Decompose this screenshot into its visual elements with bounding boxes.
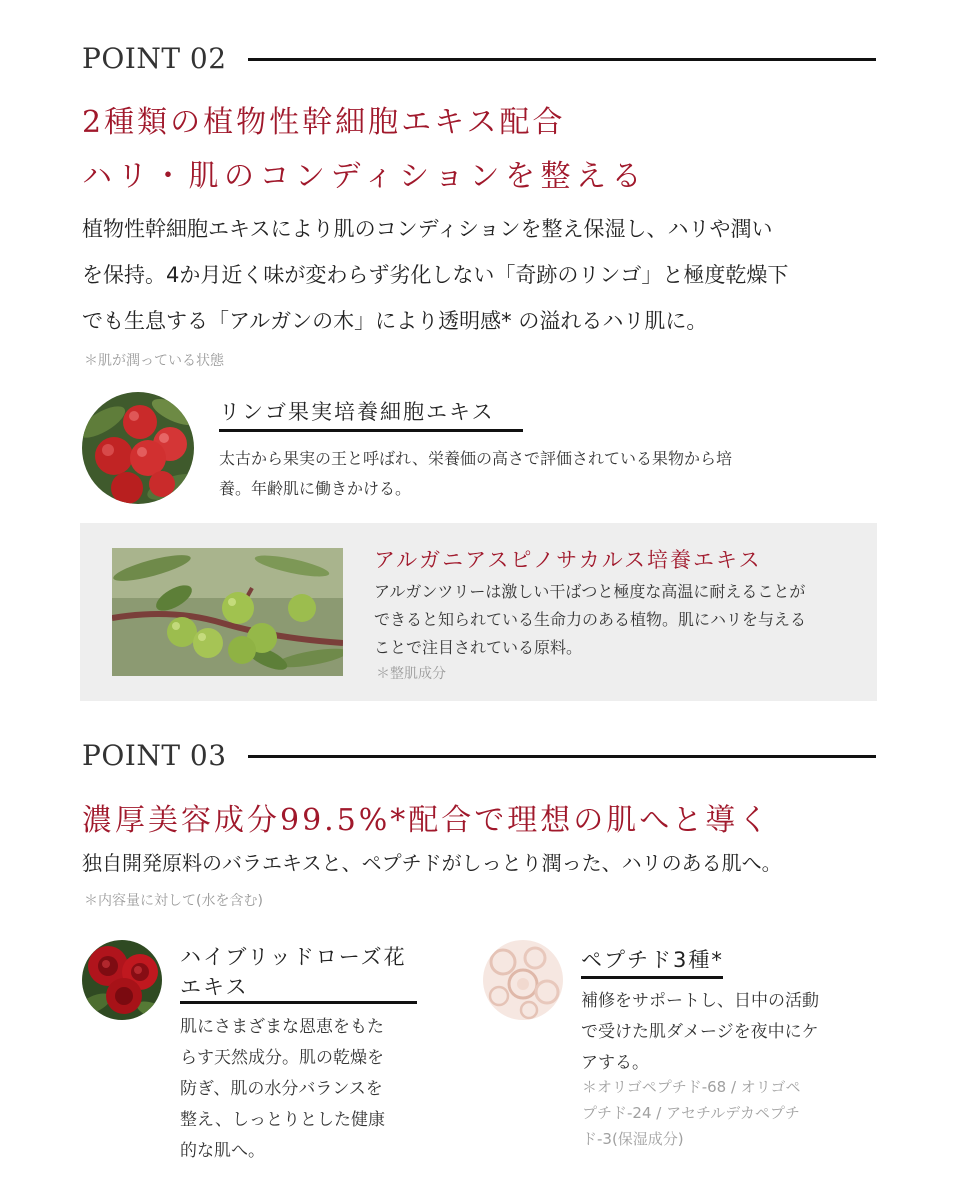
point-02-divider <box>248 58 876 61</box>
peptide-note-line-3: ド-3(保湿成分) <box>582 1130 684 1148</box>
point-03-divider <box>248 755 876 758</box>
rose-desc-line-1: 肌にさまざまな恩恵をもた <box>180 1017 384 1037</box>
rose-desc-line-2: らす天然成分。肌の乾燥を <box>180 1048 384 1068</box>
point-02-body-line-1: 植物性幹細胞エキスにより肌のコンディションを整え保湿し、ハリや潤い <box>82 217 773 241</box>
argan-desc-line-1: アルガンツリーは激しい干ばつと極度な高温に耐えることが <box>374 582 806 601</box>
peptide-desc-line-2: で受けた肌ダメージを夜中にケ <box>581 1022 819 1042</box>
argan-extract-description <box>374 578 806 662</box>
point-02-headline-line-2: ハリ・肌のコンディションを整える <box>82 159 647 194</box>
rose-title-line-1: ハイブリッドローズ花 <box>180 945 407 969</box>
argan-image <box>112 548 343 676</box>
peptide-footnote <box>582 1074 801 1152</box>
rose-title-line-2: エキス <box>180 975 249 999</box>
argan-footnote: ＊整肌成分 <box>376 666 446 682</box>
peptide-title-underline <box>581 976 723 979</box>
rose-image <box>82 940 162 1020</box>
point-02-header <box>82 42 227 75</box>
point-02-headline <box>82 96 647 204</box>
rose-title-underline <box>180 1001 417 1004</box>
point-02-footnote: ＊肌が潤っている状態 <box>84 353 224 369</box>
point-02-body-line-3: でも生息する「アルガンの木」により透明感* の溢れるハリ肌に。 <box>82 309 708 333</box>
peptide-note-line-2: プチド-24 / アセチルデカペプチ <box>582 1104 800 1122</box>
apple-title-underline <box>219 429 523 432</box>
point-02-body-line-2: を保持。4か月近く味が変わらず劣化しない「奇跡のリンゴ」と極度乾燥下 <box>82 263 789 287</box>
point-02-body <box>82 206 788 344</box>
point-02-label: POINT 02 <box>82 42 227 75</box>
point-02-headline-line-1: 2種類の植物性幹細胞エキス配合 <box>82 105 566 140</box>
rose-extract-description <box>180 1012 385 1167</box>
rose-extract-title <box>180 942 407 1002</box>
peptide-desc-line-3: アする。 <box>581 1053 649 1073</box>
apple-desc-line-1: 太古から果実の王と呼ばれ、栄養価の高さで評価されている果物から培 <box>219 449 732 468</box>
point-03-header <box>82 739 227 772</box>
apple-extract-title: リンゴ果実培養細胞エキス <box>219 400 495 424</box>
point-03-headline: 濃厚美容成分99.5%*配合で理想の肌へと導く <box>82 803 772 838</box>
argan-desc-line-3: ことで注目されている原料。 <box>374 638 583 657</box>
apple-image <box>82 392 194 504</box>
rose-desc-line-4: 整え、しっとりとした健康 <box>180 1110 386 1130</box>
peptide-note-line-1: ＊オリゴペプチド-68 / オリゴペ <box>582 1078 801 1096</box>
rose-desc-line-5: 的な肌へ。 <box>180 1141 265 1161</box>
point-03-footnote: ＊内容量に対して(水を含む) <box>84 893 263 909</box>
peptide-image <box>483 940 563 1020</box>
peptide-desc-line-1: 補修をサポートし、日中の活動 <box>581 991 819 1011</box>
apple-extract-description <box>219 444 732 504</box>
peptide-description <box>581 986 819 1079</box>
peptide-title: ペプチド3種* <box>581 948 724 972</box>
rose-desc-line-3: 防ぎ、肌の水分バランスを <box>180 1079 383 1099</box>
argan-desc-line-2: できると知られている生命力のある植物。肌にハリを与える <box>374 610 807 629</box>
argan-extract-title: アルガニアスピノサカルス培養エキス <box>374 548 762 572</box>
point-03-body: 独自開発原料のバラエキスと、ペプチドがしっとり潤った、ハリのある肌へ。 <box>82 851 782 875</box>
apple-desc-line-2: 養。年齢肌に働きかける。 <box>219 479 412 498</box>
point-03-label: POINT 03 <box>82 739 227 772</box>
